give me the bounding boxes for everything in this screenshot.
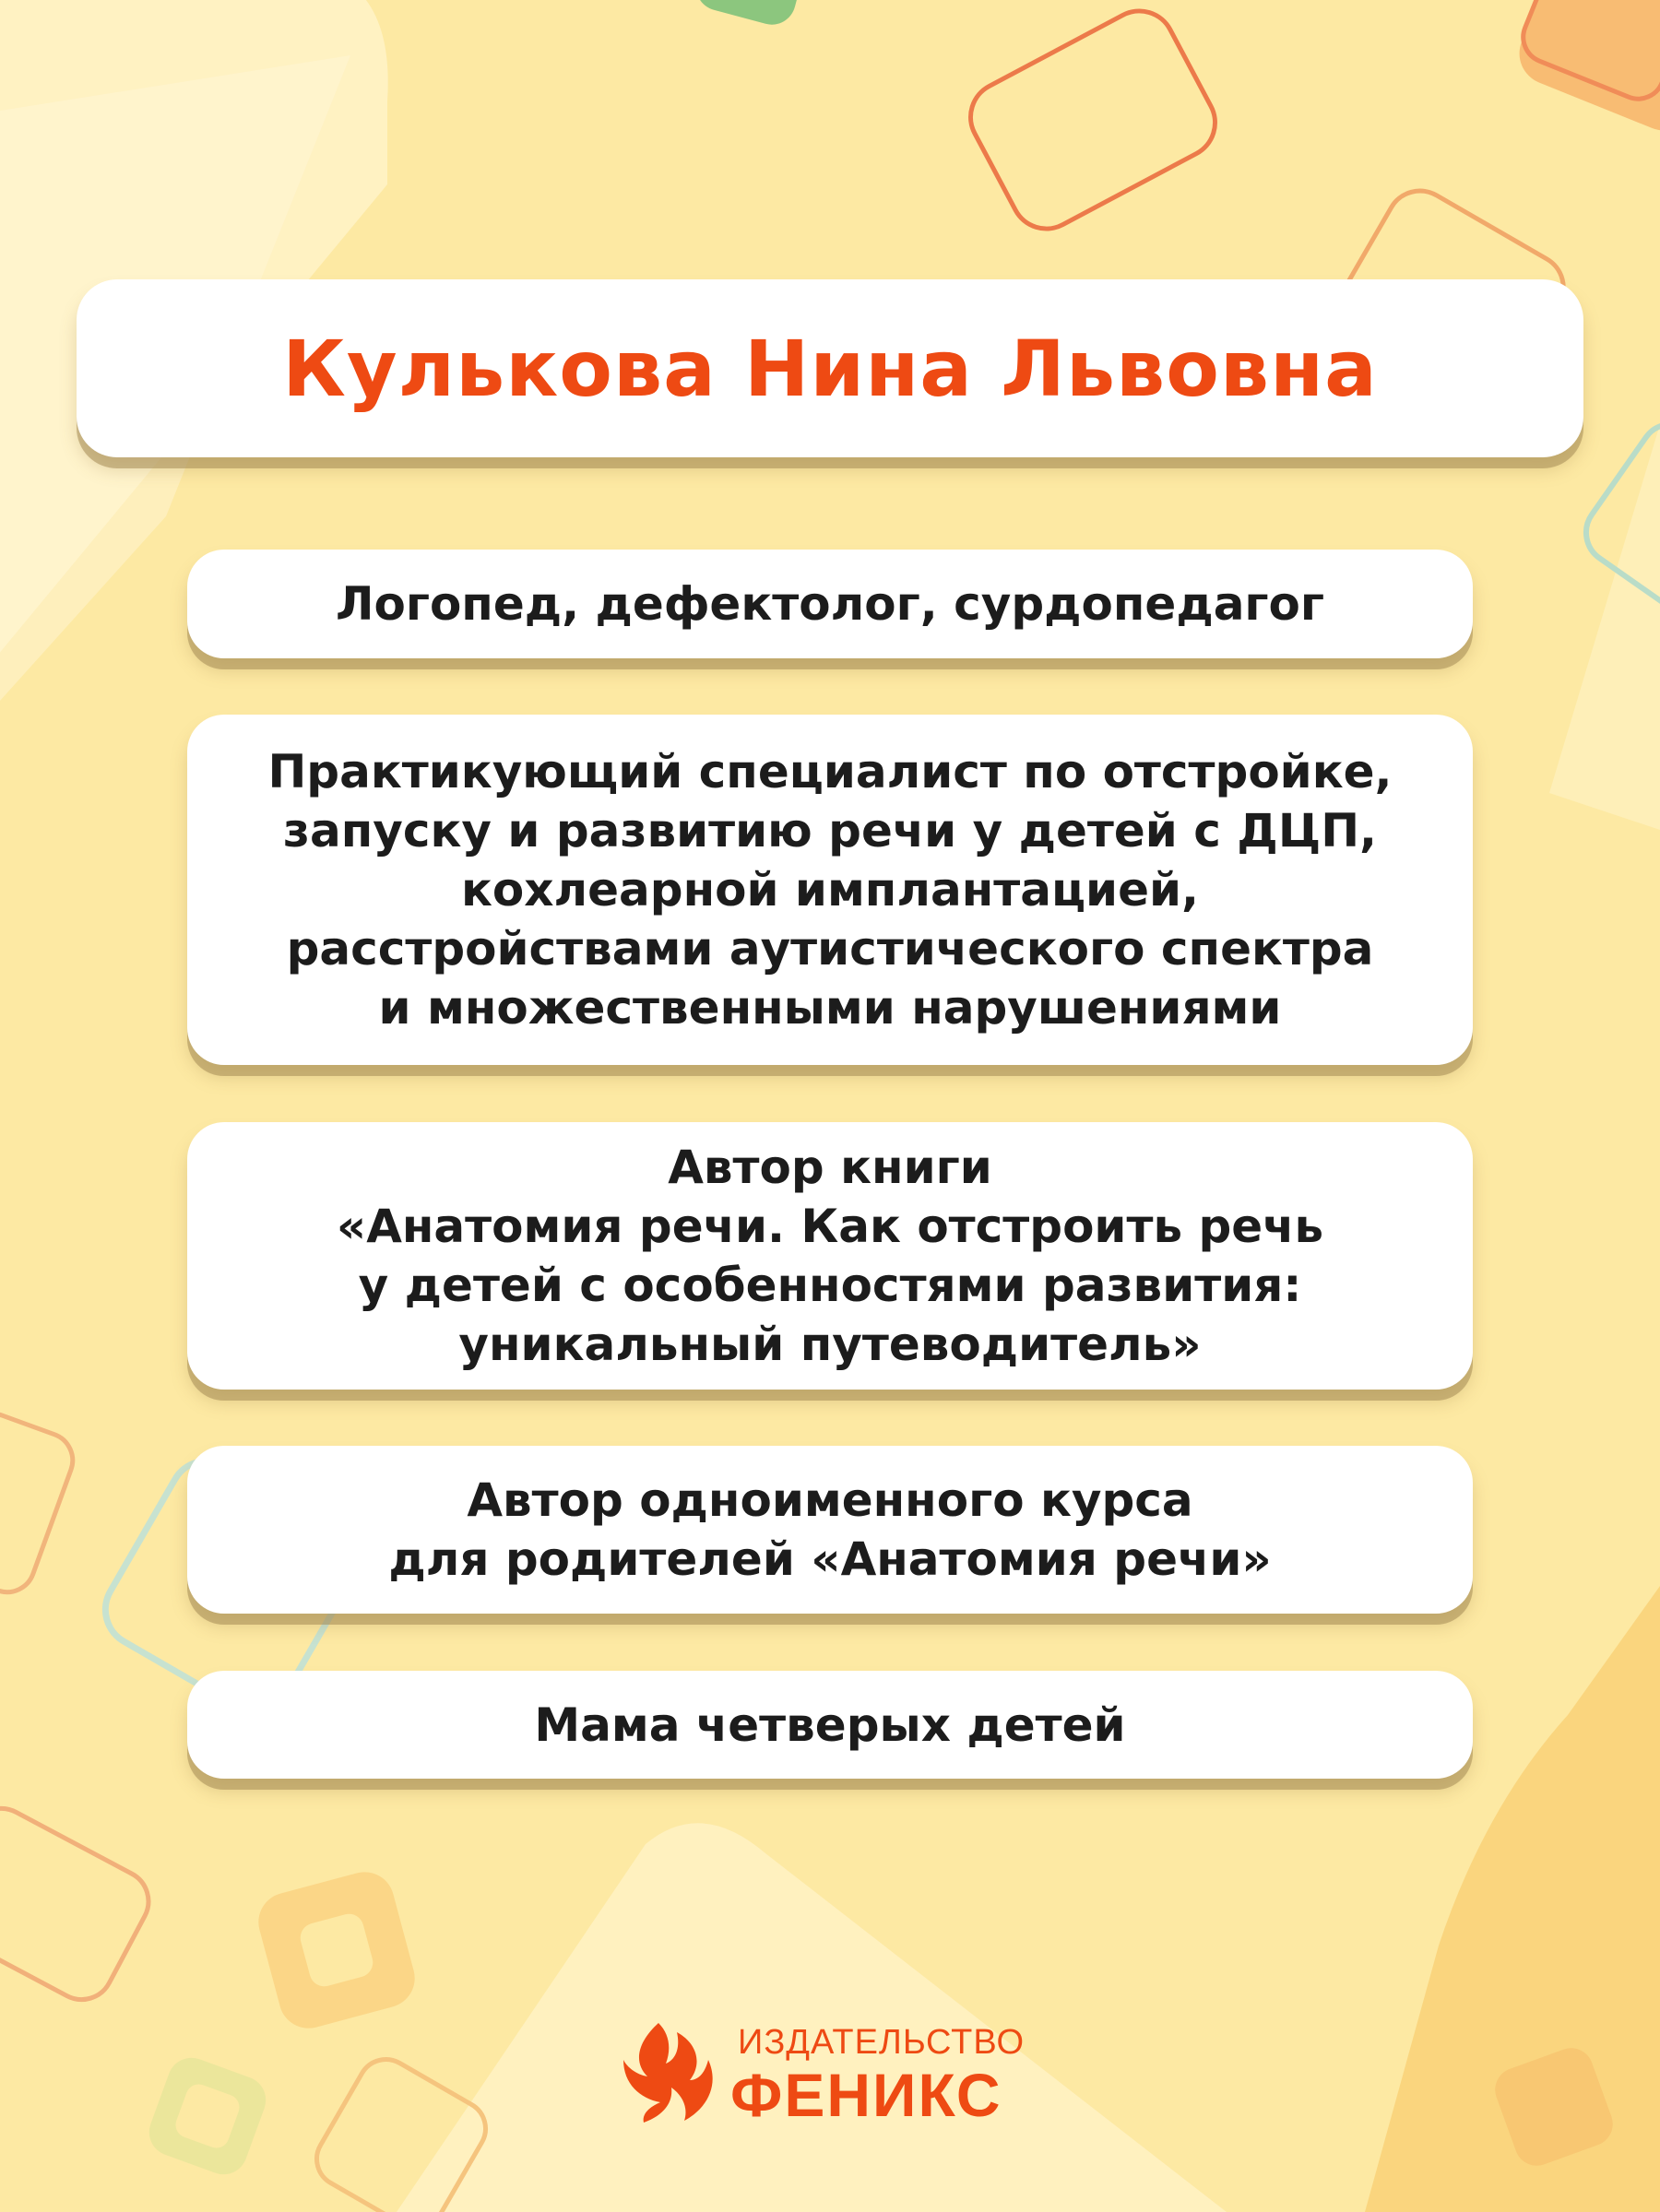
card-line: уникальный путеводитель» <box>458 1318 1202 1371</box>
card-line: Автор книги <box>668 1141 992 1194</box>
info-card-profession <box>187 550 1473 658</box>
card-line: запуску и развитию речи у детей с ДЦП, <box>282 804 1378 858</box>
info-card-specialization <box>187 715 1473 1065</box>
card-line: расстройствами аутистического спектра <box>286 922 1374 976</box>
phoenix-flame-icon <box>620 2019 730 2125</box>
card-line: для родителей «Анатомия речи» <box>388 1532 1272 1586</box>
card-line: и множественными нарушениями <box>378 981 1282 1035</box>
card-line: кохлеарной имплантацией, <box>460 863 1200 917</box>
card-line: Мама четверых детей <box>534 1697 1126 1752</box>
page-title: Кулькова Нина Львовна <box>282 323 1378 414</box>
card-line: у детей с особенностями развития: <box>358 1259 1302 1312</box>
name-card <box>77 279 1583 457</box>
info-card-course <box>187 1446 1473 1614</box>
card-line: «Анатомия речи. Как отстроить речь <box>336 1200 1324 1253</box>
logo-bottom-text: ФЕНИКС <box>730 2061 1002 2129</box>
info-card-family <box>187 1671 1473 1779</box>
publisher-logo <box>620 2019 1044 2129</box>
info-card-book <box>187 1122 1473 1390</box>
logo-top-text: ИЗДАТЕЛЬСТВО <box>738 2023 1026 2062</box>
card-line: Логопед, дефектолог, сурдопедагог <box>335 577 1325 631</box>
card-line: Автор одноименного курса <box>467 1473 1193 1527</box>
card-line: Практикующий специалист по отстройке, <box>267 745 1393 798</box>
